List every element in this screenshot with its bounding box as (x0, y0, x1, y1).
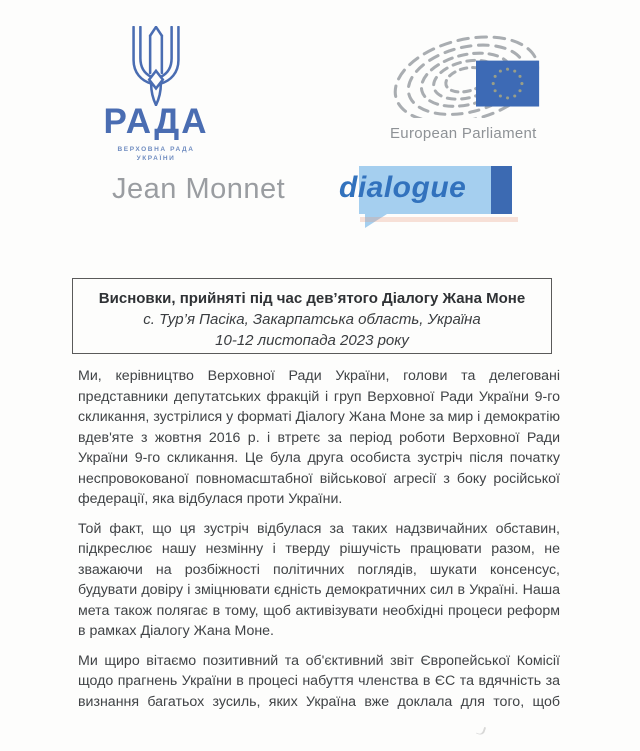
scan-bleed-stripe (360, 217, 518, 222)
text-line: Той факт, що ця зустріч відбулася за таких надзвичайних обставин, (78, 520, 560, 537)
text-line: скликання, зустрілися у форматі Діалогу Жана Моне за мир і демократію (78, 409, 560, 425)
text-line: в рамках Діалогу Жана Моне. (78, 623, 275, 639)
title-box (72, 278, 552, 354)
jean-monnet-dialogue-logo (0, 160, 640, 230)
european-parliament-logo (388, 30, 568, 142)
text-line: України 9-го скликання. Це була друга особиста зустріч після початку (78, 450, 560, 466)
european-parliament-label: European Parliament (390, 125, 537, 142)
text-line: зважаючи на розбіжності політичних поглядів, шукати консенсус, (78, 561, 560, 578)
text-line: Ми, керівництво Верховної Ради України, голови та делеговані (78, 368, 560, 384)
text-line: неспровокованої повномасштабної військової агресії з боку російської (78, 470, 560, 487)
rada-wordmark: РАДА (103, 102, 209, 141)
document-dates: 10-12 листопада 2023 року (215, 332, 409, 349)
text-line: підкреслює нашу незмінну і тверду рішучість працювати разом, не (78, 541, 560, 557)
rada-logo (96, 26, 216, 163)
hemicycle-eu-flag-icon (388, 30, 564, 118)
accent-block-icon (491, 166, 512, 214)
text-line: представники депутатських фракцій і груп Верховної Ради України 9-го (78, 388, 560, 405)
ukrainian-trident-icon (123, 26, 189, 106)
text-line: федерації, яка відбулася проти України. (78, 491, 343, 507)
document-title: Висновки, прийняті під час дев’ятого Діалогу Жана Моне (98, 290, 526, 307)
jean-monnet-text: Jean Monnet (112, 173, 286, 205)
text-line: будувати довіру і зміцнювати єдність демократичних сил в Україні. Наша (78, 582, 560, 598)
paragraph (78, 366, 560, 510)
document-body (78, 366, 560, 721)
text-line: вдев'яте з жовтня 2016 р. і втретє за період роботи Верховної Ради (78, 429, 560, 446)
rada-subtitle-line2: УКРАЇНИ (136, 154, 176, 162)
dialogue-text: dialogue (339, 171, 467, 204)
scan-artifact (476, 725, 486, 736)
document-location: с. Тур’я Пасіка, Закарпатська область, Україна (143, 311, 481, 328)
text-line: мета також полягає в тому, щоб активізувати необхідні процеси реформ (78, 602, 560, 619)
rada-subtitle-line1: ВЕРХОВНА РАДА (117, 146, 195, 153)
text-line: Ми щиро вітаємо позитивний та об'єктивний звіт Європейської Комісії (78, 652, 560, 669)
text-line: щодо прагнень України в процесі набуття членства в ЄС та вдячність за (78, 673, 560, 689)
text-line: визнання багатьох зусиль, яких Україна вже доклала для того, щоб (78, 693, 560, 710)
paragraph (78, 651, 560, 713)
paragraph (78, 519, 560, 642)
